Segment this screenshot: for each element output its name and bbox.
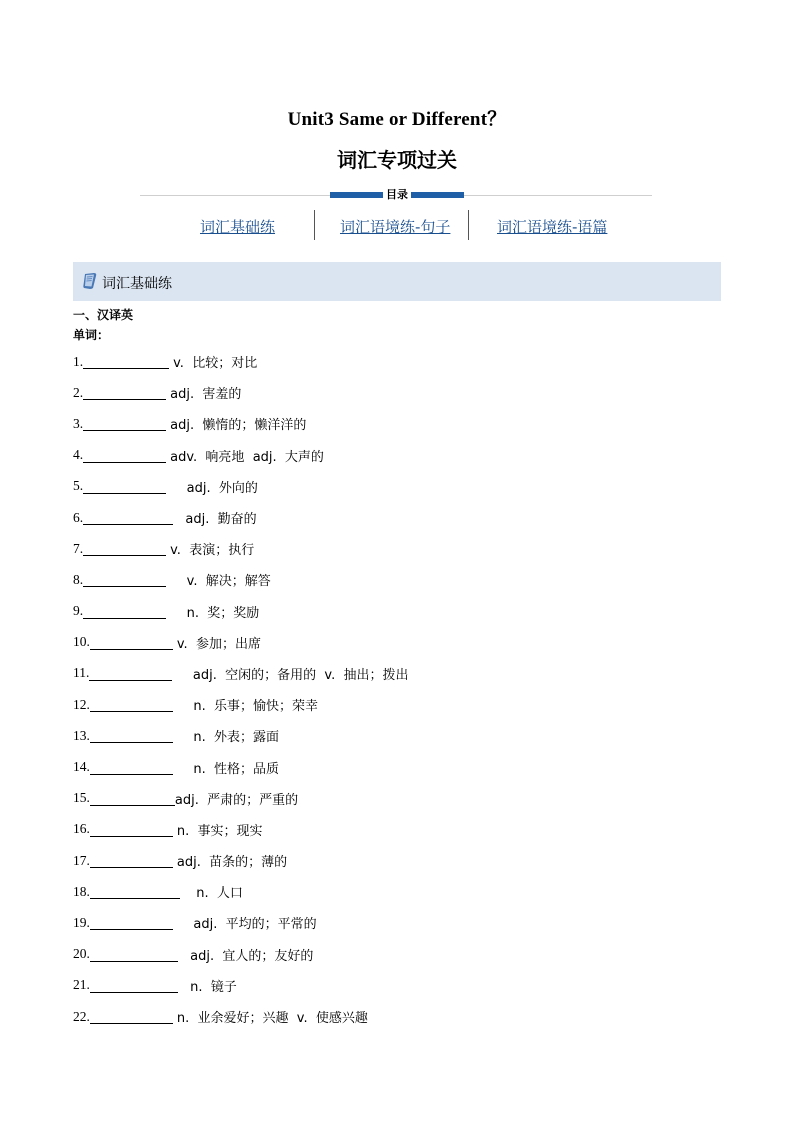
list-item: [73, 907, 723, 938]
item-definition: n. 人口: [183, 886, 243, 902]
answer-blank[interactable]: [83, 385, 166, 400]
list-item: [73, 689, 723, 720]
answer-blank[interactable]: [90, 884, 180, 899]
list-item: [73, 783, 723, 814]
toc-label: 目录: [383, 186, 411, 202]
section-title: 词汇基础练: [102, 276, 172, 292]
item-definition: adj. 平均的；平常的: [176, 917, 317, 933]
item-number: 3.: [73, 415, 84, 431]
item-number: 19.: [73, 914, 90, 930]
answer-blank[interactable]: [90, 697, 173, 712]
item-definition: adv. 响亮地 adj. 大声的: [170, 449, 324, 465]
item-definition: v. 比较；对比: [173, 356, 258, 372]
item-number: 13.: [73, 727, 90, 743]
list-item: [73, 502, 723, 533]
answer-blank[interactable]: [90, 978, 178, 993]
item-definition: adj. 宜人的；友好的: [181, 948, 314, 964]
list-item: [73, 970, 723, 1001]
item-definition: adj. 害羞的: [170, 387, 242, 403]
toc-link-passage[interactable]: 词汇语境练-语篇: [497, 218, 608, 236]
list-item: [73, 939, 723, 970]
answer-blank[interactable]: [90, 760, 173, 775]
words-label: 单词：: [73, 328, 110, 342]
item-number: 22.: [73, 1008, 90, 1024]
answer-blank[interactable]: [90, 915, 173, 930]
list-item: [73, 751, 723, 782]
book-icon: [82, 272, 98, 290]
document-subtitle: 词汇专项过关: [337, 148, 457, 172]
answer-blank[interactable]: [83, 572, 166, 587]
item-number: 6.: [73, 509, 84, 525]
list-item: [73, 564, 723, 595]
list-item: [73, 596, 723, 627]
answer-blank[interactable]: [90, 822, 173, 837]
list-item: [73, 533, 723, 564]
item-definition: n. 业余爱好；兴趣 v. 使感兴趣: [176, 1011, 368, 1027]
item-number: 12.: [73, 696, 90, 712]
answer-blank[interactable]: [83, 604, 166, 619]
answer-blank[interactable]: [90, 853, 173, 868]
answer-blank[interactable]: [89, 666, 172, 681]
document-title: Unit3 Same or Different？: [287, 109, 507, 130]
item-number: 7.: [73, 540, 84, 556]
answer-blank[interactable]: [83, 510, 173, 525]
list-item: [73, 627, 723, 658]
item-number: 5.: [73, 478, 84, 494]
list-item: [73, 440, 723, 471]
toc-links: [0, 210, 794, 242]
item-number: 8.: [73, 571, 84, 587]
item-definition: n. 奖；奖励: [170, 605, 260, 621]
list-item: [73, 814, 723, 845]
toc-separator: [468, 210, 469, 240]
item-definition: adj. 懒惰的；懒洋洋的: [170, 418, 307, 434]
answer-blank[interactable]: [90, 635, 173, 650]
answer-blank[interactable]: [83, 354, 169, 369]
list-item: [73, 720, 723, 751]
answer-blank[interactable]: [83, 541, 166, 556]
item-definition: adj. 勤奋的: [177, 512, 257, 528]
list-item: [73, 471, 723, 502]
item-definition: v. 表演；执行: [170, 543, 255, 559]
toc-separator: [314, 210, 315, 240]
answer-blank[interactable]: [90, 1009, 173, 1024]
item-definition: v. 解决；解答: [170, 574, 271, 590]
vocabulary-list: [73, 346, 723, 1032]
answer-blank[interactable]: [90, 791, 175, 806]
list-item: [73, 408, 723, 439]
item-definition: adj. 苗条的；薄的: [176, 855, 288, 871]
item-definition: adj. 严肃的；严重的: [174, 792, 299, 808]
toc-accent-right: [411, 192, 464, 198]
item-number: 9.: [73, 603, 84, 619]
toc-link-basic[interactable]: 词汇基础练: [200, 218, 276, 236]
item-number: 11.: [73, 665, 90, 681]
list-item: [73, 658, 723, 689]
item-number: 15.: [73, 790, 90, 806]
toc-accent-left: [330, 192, 383, 198]
item-definition: adj. 外向的: [170, 480, 258, 496]
item-definition: n. 事实；现实: [176, 823, 263, 839]
answer-blank[interactable]: [83, 416, 166, 431]
item-number: 18.: [73, 883, 90, 899]
list-item: [73, 346, 723, 377]
item-number: 20.: [73, 946, 90, 962]
list-item: [73, 845, 723, 876]
toc-link-sentence[interactable]: 词汇语境练-句子: [340, 218, 451, 236]
item-definition: v. 参加；出席: [176, 636, 261, 652]
item-definition: n. 外表；露面: [176, 730, 280, 746]
item-number: 2.: [73, 384, 84, 400]
answer-blank[interactable]: [83, 448, 166, 463]
item-definition: adj. 空闲的；备用的 v. 抽出；拨出: [176, 667, 409, 683]
item-number: 16.: [73, 821, 90, 837]
item-number: 17.: [73, 852, 90, 868]
answer-blank[interactable]: [83, 479, 166, 494]
part-title: 一、汉译英: [73, 308, 134, 322]
list-item: [73, 876, 723, 907]
item-number: 21.: [73, 977, 90, 993]
item-number: 1.: [73, 353, 84, 369]
item-number: 14.: [73, 759, 90, 775]
item-number: 10.: [73, 634, 90, 650]
item-definition: n. 镜子: [181, 979, 237, 995]
item-definition: n. 乐事；愉快；荣幸: [176, 699, 319, 715]
list-item: [73, 1001, 723, 1032]
answer-blank[interactable]: [90, 947, 178, 962]
section-header: [73, 262, 721, 301]
answer-blank[interactable]: [90, 728, 173, 743]
list-item: [73, 377, 723, 408]
item-definition: n. 性格；品质: [176, 761, 280, 777]
item-number: 4.: [73, 447, 84, 463]
